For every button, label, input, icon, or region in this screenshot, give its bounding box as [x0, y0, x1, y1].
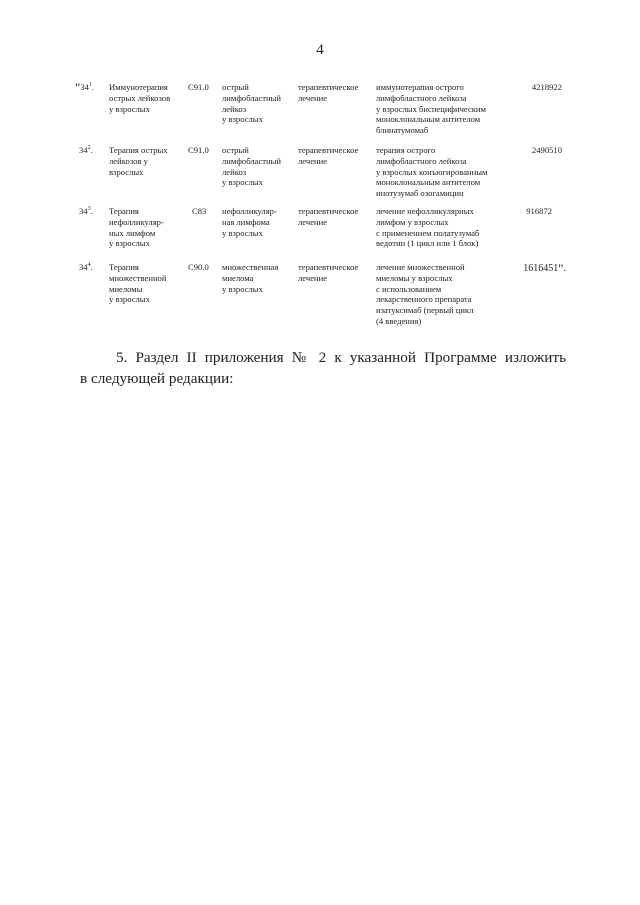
treatment-name: Терапия нефолликуляр- ных лимфом у взрослых — [109, 206, 164, 249]
row-number-value: 34 — [79, 262, 88, 272]
diagnosis: множественная миелома у взрослых — [222, 262, 279, 294]
treatment-description: иммунотерапия острого лимфобластного лейкоза у взрослых биспецифическим моноклональным антителом блинатумомаб — [376, 82, 486, 136]
diagnosis: острый лимфобластный лейкоз у взрослых — [222, 82, 281, 125]
treatment-description: лечение нефолликулярных лимфом у взрослых с применением полатузумаб ведотин (1 цикл или 1 блок) — [376, 206, 480, 249]
row-number-superscript: 3 — [87, 206, 91, 213]
page-number: 4 — [316, 42, 324, 58]
row-number-superscript: 1 — [88, 82, 92, 89]
paragraph-line-1: 5. Раздел II приложения № 2 к указанной Программе изложить — [116, 349, 566, 366]
icd-code: C91.0 — [188, 82, 209, 92]
paragraph-line-2: в следующей редакции: — [80, 370, 234, 387]
row-number-superscript: 4 — [87, 262, 91, 269]
cost-amount-value: 1616451 — [523, 263, 559, 274]
row-number-suffix: . — [90, 206, 93, 216]
diagnosis: острый лимфобластный лейкоз у взрослых — [222, 145, 281, 188]
row-number-suffix: . — [90, 145, 93, 155]
treatment-description: лечение множественной миеломы у взрослых с использованием лекарственного препарата изатуксимаб (первый цикл (4 введения) — [376, 262, 474, 326]
row-number-value: 34 — [79, 145, 88, 155]
treatment-type: терапевтическое лечение — [298, 145, 359, 166]
diagnosis: нефолликуляр- ная лимфома у взрослых — [222, 206, 277, 238]
row-number-suffix: . — [91, 82, 95, 92]
treatment-name: Терапия острых лейкозов у взрослых — [109, 145, 168, 177]
cost-amount: 916872 — [526, 206, 552, 216]
cost-amount: 4218922 — [531, 82, 562, 92]
treatment-type: терапевтическое лечение — [298, 262, 359, 283]
row-number — [79, 145, 107, 156]
cost-amount: 2490510 — [531, 145, 562, 155]
row-number-superscript: 2 — [87, 145, 91, 152]
treatment-description: терапия острого лимфобластного лейкоза у взрослых конъюгированным моноклональным антителом инотузумаб озогамицин — [376, 145, 488, 199]
icd-code: C90.0 — [188, 262, 209, 272]
row-number-suffix: . — [90, 262, 93, 272]
treatment-type: терапевтическое лечение — [298, 206, 359, 227]
row-number-value: 34 — [79, 206, 88, 216]
cost-amount — [500, 261, 566, 276]
section-paragraph — [80, 347, 566, 389]
row-number — [79, 262, 107, 273]
row-number — [79, 206, 107, 217]
icd-code: C83 — [192, 206, 207, 216]
treatment-name: Терапия множественной миеломы у взрослых — [109, 262, 167, 305]
open-quote: " — [75, 80, 81, 95]
row-number-value: 34 — [80, 82, 89, 92]
treatment-type: терапевтическое лечение — [298, 82, 359, 103]
close-quote: " — [558, 261, 564, 276]
treatment-name: Иммунотерапия острых лейкозов у взрослых — [109, 82, 171, 114]
row-number — [75, 82, 103, 94]
icd-code: C91.0 — [188, 145, 209, 155]
close-suffix: . — [563, 263, 566, 274]
